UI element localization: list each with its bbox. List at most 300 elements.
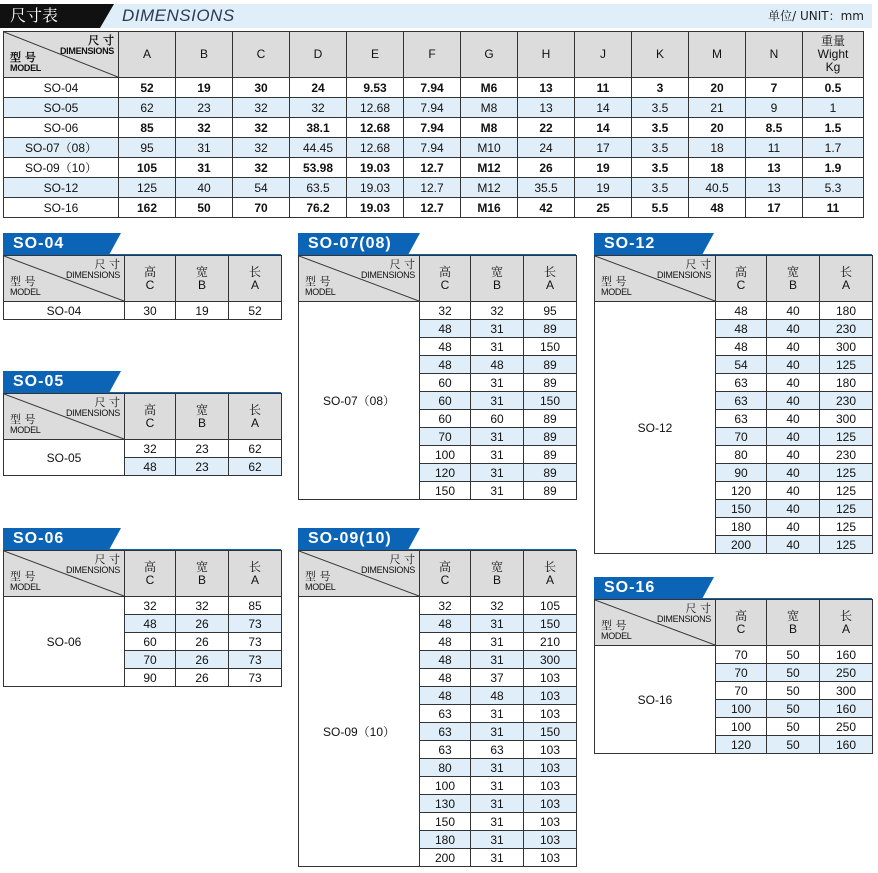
value-cell: M12 (461, 158, 518, 178)
value-cell: 32 (471, 302, 524, 320)
value-cell: 62 (229, 458, 282, 476)
column-header-h: H (518, 32, 575, 78)
corner-dim-en: DIMENSIONS (59, 46, 114, 56)
corner-model-en: MODEL (10, 582, 41, 592)
value-cell: 50 (767, 682, 820, 700)
value-cell: 48 (420, 669, 471, 687)
value-cell: 160 (820, 646, 873, 664)
value-cell: 48 (716, 338, 767, 356)
header-corner-cell (4, 32, 119, 78)
corner-model-en: MODEL (10, 63, 41, 73)
value-cell: 48 (471, 356, 524, 374)
value-cell: 70 (716, 646, 767, 664)
corner-model-en: MODEL (305, 582, 336, 592)
column-header-h (716, 600, 767, 646)
value-cell: 230 (820, 446, 873, 464)
column-header-d: D (290, 32, 347, 78)
value-cell: 37 (471, 669, 524, 687)
value-cell: 26 (176, 615, 229, 633)
value-cell: M16 (461, 198, 518, 218)
header-cn: 宽 (490, 559, 503, 574)
model-cell: SO-12 (595, 302, 716, 554)
table-row (4, 302, 282, 320)
column-header-l (229, 394, 282, 440)
corner-model-en: MODEL (305, 287, 336, 297)
value-cell: 26 (176, 669, 229, 687)
value-cell: 70 (716, 428, 767, 446)
value-cell: 103 (524, 687, 577, 705)
corner-model-en: MODEL (10, 425, 41, 435)
corner-model-cn: 型 号 (10, 275, 36, 288)
table-row (4, 118, 864, 138)
column-header-j: J (575, 32, 632, 78)
value-cell: 48 (716, 302, 767, 320)
value-cell: 180 (820, 302, 873, 320)
value-cell: 85 (119, 118, 176, 138)
value-cell: 50 (767, 646, 820, 664)
header-en: A (250, 572, 259, 587)
value-cell: 150 (524, 338, 577, 356)
value-cell: 63 (420, 723, 471, 741)
value-cell: 13 (746, 158, 803, 178)
value-cell: 70 (716, 664, 767, 682)
corner-dim-cn: 尺 寸 (685, 602, 711, 615)
header-cn: 宽 (490, 264, 503, 279)
table-row (4, 440, 282, 458)
header-cn: 长 (839, 264, 852, 279)
value-cell: 62 (229, 440, 282, 458)
value-cell: 19.03 (347, 158, 404, 178)
column-header-h (420, 551, 471, 597)
model-cell: SO-07（08） (299, 302, 420, 500)
header-en: B (197, 277, 206, 292)
table-row (299, 302, 577, 320)
section-title-so07: SO-07(08) (298, 233, 408, 255)
value-cell: 32 (233, 138, 290, 158)
value-cell: 89 (524, 374, 577, 392)
header-cn: 长 (839, 608, 852, 623)
value-cell: 200 (716, 536, 767, 554)
value-cell: 40 (767, 536, 820, 554)
value-cell: 125 (820, 500, 873, 518)
value-cell: M12 (461, 178, 518, 198)
corner-model-en: MODEL (10, 287, 41, 297)
value-cell: 31 (471, 320, 524, 338)
value-cell: 40 (176, 178, 233, 198)
corner-dim-cn: 尺 寸 (94, 396, 120, 409)
value-cell: 63.5 (290, 178, 347, 198)
header-cn: 宽 (195, 559, 208, 574)
value-cell: 40 (767, 482, 820, 500)
value-cell: 60 (125, 633, 176, 651)
value-cell: 7.94 (404, 98, 461, 118)
header-corner-cell (299, 551, 420, 597)
corner-model-cn: 型 号 (305, 275, 331, 288)
value-cell: 48 (420, 338, 471, 356)
column-header-g: G (461, 32, 518, 78)
value-cell: 103 (524, 849, 577, 867)
value-cell: 103 (524, 759, 577, 777)
value-cell: 19 (176, 78, 233, 98)
header-corner-cell (4, 256, 125, 302)
value-cell: 19 (575, 158, 632, 178)
page-header (0, 4, 872, 28)
main-dimensions-table (3, 31, 864, 218)
column-header-l (229, 256, 282, 302)
value-cell: 53.98 (290, 158, 347, 178)
section-title-so12: SO-12 (594, 233, 702, 255)
value-cell: 120 (716, 736, 767, 754)
model-cell: SO-05 (4, 440, 125, 476)
value-cell: 300 (820, 338, 873, 356)
weight-header-line: Wight (817, 47, 849, 61)
corner-dim-cn: 尺 寸 (685, 258, 711, 271)
value-cell: 103 (524, 813, 577, 831)
section-title-so06: SO-06 (3, 528, 109, 550)
value-cell: 250 (820, 664, 873, 682)
value-cell: 85 (229, 597, 282, 615)
value-cell: 89 (524, 428, 577, 446)
size-table-so07 (298, 255, 577, 500)
value-cell: 31 (471, 482, 524, 500)
value-cell: 31 (471, 723, 524, 741)
weight-header-line: 重量 (820, 34, 845, 48)
section-title-so04: SO-04 (3, 233, 109, 255)
value-cell: 60 (420, 374, 471, 392)
value-cell: 7.94 (404, 138, 461, 158)
value-cell: 50 (767, 664, 820, 682)
header-en: A (841, 621, 850, 636)
value-cell: 95 (119, 138, 176, 158)
header-en: B (492, 277, 501, 292)
header-en: A (250, 415, 259, 430)
value-cell: 23 (176, 440, 229, 458)
corner-dim-cn: 尺 寸 (94, 553, 120, 566)
value-cell: 105 (119, 158, 176, 178)
corner-model-cn: 型 号 (305, 570, 331, 583)
column-header-c: C (233, 32, 290, 78)
unit-label: 单位/ UNIT：mm (768, 9, 864, 23)
value-cell: 100 (716, 700, 767, 718)
corner-dim-cn: 尺 寸 (389, 553, 415, 566)
model-cell: SO-04 (4, 78, 119, 98)
value-cell: 70 (420, 428, 471, 446)
model-cell: SO-06 (4, 118, 119, 138)
value-cell: 210 (524, 633, 577, 651)
table-row (4, 158, 864, 178)
value-cell: 48 (420, 320, 471, 338)
corner-model-en: MODEL (601, 631, 632, 641)
header-en: C (145, 572, 155, 587)
header-cn: 宽 (786, 264, 799, 279)
value-cell: 12.68 (347, 98, 404, 118)
value-cell: M8 (461, 98, 518, 118)
value-cell: 18 (689, 158, 746, 178)
model-cell: SO-04 (4, 302, 125, 320)
value-cell: 30 (233, 78, 290, 98)
section-title-so05: SO-05 (3, 371, 109, 393)
value-cell: 180 (420, 831, 471, 849)
column-header-m: M (689, 32, 746, 78)
value-cell: 19.03 (347, 178, 404, 198)
value-cell: 7.94 (404, 118, 461, 138)
value-cell: 31 (176, 158, 233, 178)
column-header-l (524, 551, 577, 597)
value-cell: 8.5 (746, 118, 803, 138)
value-cell: 120 (716, 482, 767, 500)
header-en: B (788, 277, 797, 292)
value-cell: 17 (746, 198, 803, 218)
value-cell: 48 (125, 615, 176, 633)
header-en: C (736, 277, 746, 292)
value-cell: 3.5 (632, 138, 689, 158)
table-row (4, 178, 864, 198)
header-cn: 高 (143, 402, 156, 417)
value-cell: M10 (461, 138, 518, 158)
value-cell: 89 (524, 410, 577, 428)
value-cell: 25 (575, 198, 632, 218)
column-header-h (125, 394, 176, 440)
column-header-w (176, 394, 229, 440)
column-header-h (125, 551, 176, 597)
value-cell: 230 (820, 392, 873, 410)
value-cell: 50 (176, 198, 233, 218)
value-cell: 50 (767, 700, 820, 718)
value-cell: 103 (524, 705, 577, 723)
value-cell: 89 (524, 464, 577, 482)
column-header-h (420, 256, 471, 302)
corner-dim-cn: 尺 寸 (88, 34, 114, 47)
value-cell: 32 (420, 302, 471, 320)
value-cell: 32 (233, 98, 290, 118)
value-cell: 103 (524, 741, 577, 759)
header-cn: 长 (543, 264, 556, 279)
corner-model-cn: 型 号 (10, 51, 36, 64)
value-cell: 73 (229, 615, 282, 633)
section-title-so16: SO-16 (594, 577, 702, 599)
value-cell: 13 (746, 178, 803, 198)
column-header-k: K (632, 32, 689, 78)
value-cell: 60 (471, 410, 524, 428)
value-cell: 19.03 (347, 198, 404, 218)
value-cell: 3.5 (632, 98, 689, 118)
value-cell: 19 (176, 302, 229, 320)
value-cell: 103 (524, 777, 577, 795)
table-row (4, 198, 864, 218)
value-cell: 32 (125, 440, 176, 458)
value-cell: 3.5 (632, 178, 689, 198)
header-en: C (440, 572, 450, 587)
header-corner-cell (4, 551, 125, 597)
value-cell: 150 (524, 392, 577, 410)
column-header-w (176, 551, 229, 597)
value-cell: 3 (632, 78, 689, 98)
value-cell: 89 (524, 356, 577, 374)
table-row (595, 646, 873, 664)
header-en: B (197, 415, 206, 430)
value-cell: 100 (716, 718, 767, 736)
value-cell: 95 (524, 302, 577, 320)
value-cell: 300 (820, 682, 873, 700)
corner-model-cn: 型 号 (601, 619, 627, 632)
value-cell: 3.5 (632, 118, 689, 138)
value-cell: 60 (420, 392, 471, 410)
value-cell: 48 (420, 687, 471, 705)
value-cell: 5.5 (632, 198, 689, 218)
value-cell: 150 (420, 813, 471, 831)
size-table-so16 (594, 599, 873, 754)
header-cn: 宽 (195, 264, 208, 279)
value-cell: 18 (689, 138, 746, 158)
header-cn: 高 (143, 264, 156, 279)
column-header-e: E (347, 32, 404, 78)
value-cell: 50 (767, 736, 820, 754)
corner-dim-en: DIMENSIONS (65, 408, 120, 418)
value-cell: 48 (716, 320, 767, 338)
value-cell: 31 (471, 777, 524, 795)
value-cell: 40 (767, 374, 820, 392)
value-cell: 230 (820, 320, 873, 338)
value-cell: 7 (746, 78, 803, 98)
header-cn: 宽 (195, 402, 208, 417)
section-title-so09: SO-09(10) (298, 528, 408, 550)
value-cell: 31 (471, 831, 524, 849)
value-cell: 7.94 (404, 78, 461, 98)
corner-dim-en: DIMENSIONS (656, 614, 711, 624)
header-cn: 长 (248, 402, 261, 417)
value-cell: 105 (524, 597, 577, 615)
column-header-w (767, 256, 820, 302)
value-cell: 90 (125, 669, 176, 687)
value-cell: 31 (471, 813, 524, 831)
value-cell: 150 (524, 723, 577, 741)
value-cell: 52 (229, 302, 282, 320)
page-title: 尺寸表 (0, 4, 100, 28)
value-cell: 60 (420, 410, 471, 428)
value-cell: 70 (125, 651, 176, 669)
value-cell: 32 (420, 597, 471, 615)
header-en: C (440, 277, 450, 292)
header-cn: 高 (734, 608, 747, 623)
value-cell: 162 (119, 198, 176, 218)
column-header-f: F (404, 32, 461, 78)
header-en: C (145, 277, 155, 292)
value-cell: 40 (767, 302, 820, 320)
value-cell: 40 (767, 518, 820, 536)
value-cell: 1 (803, 98, 864, 118)
value-cell: 32 (125, 597, 176, 615)
value-cell: 26 (518, 158, 575, 178)
value-cell: 125 (820, 482, 873, 500)
header-en: A (545, 277, 554, 292)
value-cell: 52 (119, 78, 176, 98)
value-cell: 14 (575, 98, 632, 118)
table-row (595, 302, 873, 320)
value-cell: 150 (524, 615, 577, 633)
value-cell: 31 (471, 338, 524, 356)
value-cell: 180 (716, 518, 767, 536)
corner-dim-en: DIMENSIONS (656, 270, 711, 280)
value-cell: 20 (689, 118, 746, 138)
value-cell: 23 (176, 458, 229, 476)
value-cell: 23 (176, 98, 233, 118)
value-cell: 125 (820, 356, 873, 374)
header-corner-cell (595, 256, 716, 302)
header-cn: 高 (143, 559, 156, 574)
value-cell: 0.5 (803, 78, 864, 98)
column-header-n: N (746, 32, 803, 78)
value-cell: 63 (471, 741, 524, 759)
value-cell: 35.5 (518, 178, 575, 198)
header-corner-cell (4, 394, 125, 440)
header-en: C (736, 621, 746, 636)
value-cell: 54 (233, 178, 290, 198)
size-table-so09 (298, 550, 577, 867)
value-cell: 31 (471, 392, 524, 410)
value-cell: 100 (420, 777, 471, 795)
value-cell: 80 (420, 759, 471, 777)
value-cell: 31 (471, 615, 524, 633)
value-cell: 73 (229, 669, 282, 687)
value-cell: 20 (689, 78, 746, 98)
size-table-so12 (594, 255, 873, 554)
value-cell: 32 (176, 118, 233, 138)
model-cell: SO-05 (4, 98, 119, 118)
value-cell: 40 (767, 320, 820, 338)
value-cell: 30 (125, 302, 176, 320)
header-en: C (145, 415, 155, 430)
model-cell: SO-06 (4, 597, 125, 687)
value-cell: 90 (716, 464, 767, 482)
size-table-so06 (3, 550, 282, 687)
value-cell: 22 (518, 118, 575, 138)
model-cell: SO-07（08） (4, 138, 119, 158)
value-cell: 48 (689, 198, 746, 218)
corner-dim-en: DIMENSIONS (65, 565, 120, 575)
header-en: A (250, 277, 259, 292)
value-cell: 31 (471, 464, 524, 482)
value-cell: 48 (471, 687, 524, 705)
value-cell: 1.7 (803, 138, 864, 158)
value-cell: 31 (176, 138, 233, 158)
value-cell: 5.3 (803, 178, 864, 198)
value-cell: 160 (820, 736, 873, 754)
header-cn: 高 (438, 559, 451, 574)
value-cell: 1.5 (803, 118, 864, 138)
value-cell: 48 (420, 633, 471, 651)
value-cell: 103 (524, 831, 577, 849)
value-cell: 12.7 (404, 178, 461, 198)
value-cell: 40 (767, 464, 820, 482)
column-header-w (471, 551, 524, 597)
value-cell: 1.9 (803, 158, 864, 178)
value-cell: 38.1 (290, 118, 347, 138)
value-cell: 76.2 (290, 198, 347, 218)
value-cell: 42 (518, 198, 575, 218)
value-cell: 9 (746, 98, 803, 118)
page-subtitle: DIMENSIONS (122, 6, 235, 25)
value-cell: 73 (229, 651, 282, 669)
column-header-w (176, 256, 229, 302)
header-cn: 长 (543, 559, 556, 574)
value-cell: 150 (716, 500, 767, 518)
value-cell: 150 (420, 482, 471, 500)
column-header-w (471, 256, 524, 302)
column-header-weight (803, 32, 864, 78)
value-cell: M8 (461, 118, 518, 138)
value-cell: 103 (524, 795, 577, 813)
value-cell: 40 (767, 338, 820, 356)
